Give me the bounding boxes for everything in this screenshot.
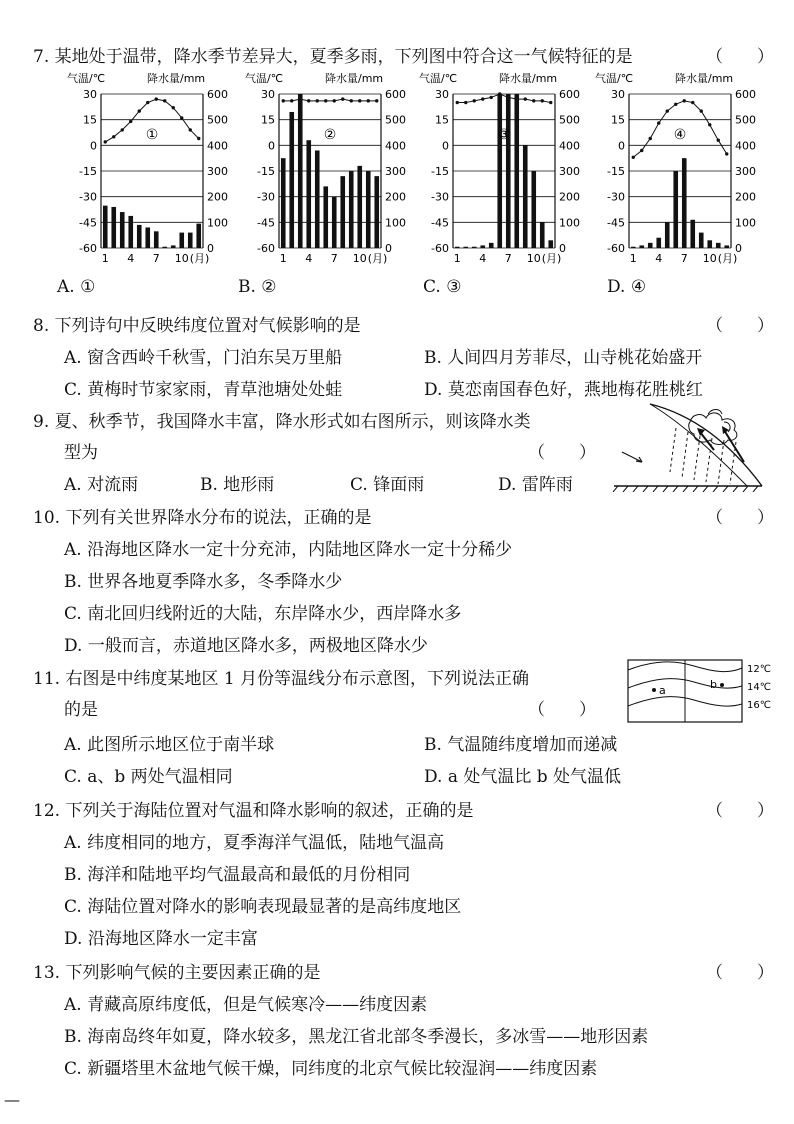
chart-left-tick-label: -15 (431, 165, 449, 178)
chart-temperature-point (640, 149, 643, 152)
q11-option-d[interactable]: D. a 处气温比 b 处气温低 (424, 767, 622, 787)
chart-precip-bar (690, 220, 695, 248)
q11-stem-line2: 的是 (64, 700, 98, 720)
chart-precip-bar (162, 247, 167, 248)
chart-right-tick-label: 200 (385, 190, 406, 204)
chart-precip-bar (540, 222, 545, 248)
chart-month-tick-label: 7 (504, 252, 512, 265)
chart-left-tick-label: 15 (261, 113, 275, 127)
chart-month-tick-label: 1 (101, 252, 109, 265)
chart-precip-bar (665, 222, 670, 248)
q13-option-c[interactable]: C. 新疆塔里木盆地气候干燥，同纬度的北京气候比较湿润——纬度因素 (64, 1059, 598, 1079)
chart-temperature-point (456, 101, 459, 104)
chart-month-tick-label: 10 (702, 252, 717, 265)
chart-left-tick-label: -15 (79, 165, 97, 178)
chart-right-tick-label: 400 (735, 139, 756, 153)
chart-month-tick-label: 4 (479, 252, 487, 265)
chart-precip-bar (648, 243, 653, 248)
chart-temperature-point (649, 137, 652, 140)
q7-answer-paren: （ ） (706, 47, 774, 67)
chart-temperature-point (341, 97, 344, 100)
chart-precip-bar (137, 225, 142, 248)
chart-temperature-point (358, 99, 361, 102)
q9-option-b[interactable]: B. 地形雨 (200, 475, 275, 495)
chart-precip-bar (145, 227, 150, 248)
chart-right-tick-label: 600 (385, 88, 406, 101)
chart-right-tick-label: 600 (207, 88, 228, 101)
chart-month-tick-label: 10 (352, 252, 367, 265)
chart-right-tick-label: 400 (207, 139, 228, 153)
chart-precip-bar (489, 243, 494, 248)
chart-right-tick-label: 500 (207, 113, 228, 127)
chart-left-axis-label: 气温/℃ (595, 72, 634, 85)
chart-left-tick-label: 0 (618, 139, 625, 153)
q11-answer-paren: （ ） (528, 700, 596, 720)
chart-left-axis-label: 气温/℃ (67, 72, 106, 85)
chart-right-tick-label: 400 (385, 139, 406, 153)
chart-right-tick-label: 0 (385, 242, 392, 255)
q11-stem-line1: 11. 右图是中纬度某地区 1 月份等温线分布示意图，下列说法正确 (33, 669, 530, 689)
chart-right-tick-label: 200 (735, 190, 756, 204)
chart-precip-bar (196, 224, 201, 248)
chart-number-label: ② (323, 127, 337, 143)
chart-temperature-point (307, 99, 310, 102)
chart-month-tick-label: 4 (655, 252, 663, 265)
chart-right-tick-label: 300 (385, 165, 406, 178)
chart-temperature-point (464, 101, 467, 104)
chart-precip-bar (724, 245, 729, 248)
chart-right-tick-label: 100 (385, 216, 406, 230)
q10-stem: 10. 下列有关世界降水分布的说法，正确的是 (33, 508, 372, 528)
chart-left-tick-label: 15 (83, 113, 97, 127)
q9-answer-paren: （ ） (528, 443, 596, 463)
chart-right-tick-label: 200 (559, 190, 580, 204)
chart-left-tick-label: -60 (257, 242, 275, 255)
chart-precip-bar (188, 233, 193, 248)
chart-precip-bar (455, 247, 460, 248)
q12-option-c[interactable]: C. 海陆位置对降水的影响表现最显著的是高纬度地区 (64, 897, 462, 917)
chart-temperature-point (146, 101, 149, 104)
chart-right-tick-label: 100 (559, 216, 580, 230)
chart-right-tick-label: 300 (735, 165, 756, 178)
chart-precip-bar (656, 238, 661, 248)
chart-precip-bar (128, 216, 133, 248)
q8-option-a[interactable]: A. 窗含西岭千秋雪，门泊东吴万里船 (64, 348, 343, 368)
chart-temperature-line (457, 94, 551, 103)
chart-temperature-point (129, 120, 132, 123)
chart-month-tick-label: 7 (330, 252, 338, 265)
q7-option-c[interactable]: C. ③ (423, 277, 462, 297)
chart-precip-bar (357, 166, 362, 248)
q8-option-b[interactable]: B. 人间四月芳菲尽，山寺桃花始盛开 (424, 348, 703, 368)
chart-precip-bar (289, 112, 294, 248)
chart-right-tick-label: 0 (735, 242, 742, 255)
chart-left-tick-label: -30 (79, 190, 97, 204)
chart-temperature-point (717, 139, 720, 142)
chart-temperature-point (112, 135, 115, 138)
chart-left-tick-label: -15 (607, 165, 625, 178)
chart-left-tick-label: 30 (435, 88, 449, 101)
chart-temperature-point (541, 99, 544, 102)
chart-precip-bar (298, 94, 303, 248)
q11-isotherm-12: 12℃ (747, 664, 771, 675)
chart-left-tick-label: -45 (79, 216, 97, 230)
chart-month-tick-label: 10 (526, 252, 541, 265)
q10-option-a[interactable]: A. 沿海地区降水一定十分充沛，内陆地区降水一定十分稀少 (64, 540, 513, 560)
q13-option-a[interactable]: A. 青藏高原纬度低，但是气候寒冷——纬度因素 (64, 995, 428, 1015)
chart-left-tick-label: 15 (611, 113, 625, 127)
chart-precip-bar (315, 150, 320, 248)
chart-right-axis-label: 降水量/mm (325, 72, 384, 85)
chart-precip-bar (340, 176, 345, 248)
chart-month-unit-label: (月) (367, 252, 388, 265)
chart-right-axis-label: 降水量/mm (499, 72, 558, 85)
chart-precip-bar (111, 207, 116, 248)
q7-option-b[interactable]: B. ② (238, 277, 277, 297)
chart-temperature-point (515, 97, 518, 100)
chart-left-tick-label: -45 (257, 216, 275, 230)
chart-precip-bar (120, 212, 125, 248)
q13-stem: 13. 下列影响气候的主要因素正确的是 (33, 963, 321, 983)
chart-temperature-point (490, 96, 493, 99)
chart-temperature-point (498, 92, 501, 95)
chart-left-tick-label: -45 (431, 216, 449, 230)
chart-left-tick-label: 30 (83, 88, 97, 101)
q11-point-b-label: b (710, 678, 717, 691)
chart-month-tick-label: 1 (453, 252, 461, 265)
chart-precip-bar (506, 94, 511, 248)
chart-temperature-point (121, 128, 124, 131)
q8-answer-paren: （ ） (706, 316, 774, 336)
chart-number-label: ③ (497, 127, 511, 143)
chart-left-tick-label: -45 (607, 216, 625, 230)
chart-month-tick-label: 7 (680, 252, 688, 265)
chart-precip-bar (548, 240, 553, 248)
chart-right-tick-label: 100 (207, 216, 228, 230)
chart-left-tick-label: 0 (442, 139, 449, 153)
q12-option-b[interactable]: B. 海洋和陆地平均气温最高和最低的月份相同 (64, 865, 411, 885)
chart-temperature-point (473, 99, 476, 102)
chart-temperature-point (691, 101, 694, 104)
q9-orographic-rain-diagram (612, 402, 772, 492)
chart-left-tick-label: -30 (607, 190, 625, 204)
chart-month-tick-label: 1 (279, 252, 287, 265)
chart-left-tick-label: 15 (435, 113, 449, 127)
q7-option-d[interactable]: D. ④ (607, 277, 647, 297)
chart-temperature-point (333, 99, 336, 102)
chart-precip-bar (716, 243, 721, 248)
chart-temperature-point (683, 99, 686, 102)
chart-temperature-point (180, 116, 183, 119)
chart-precip-bar (523, 145, 528, 248)
chart-precip-bar (179, 233, 184, 248)
q12-answer-paren: （ ） (706, 801, 774, 821)
chart-precip-bar (281, 158, 286, 248)
chart-right-tick-label: 200 (207, 190, 228, 204)
chart-precip-bar (103, 206, 108, 248)
chart-precip-bar (323, 186, 328, 248)
q8-stem: 8. 下列诗句中反映纬度位置对气候影响的是 (33, 316, 361, 336)
chart-precip-bar (332, 197, 337, 248)
chart-temperature-point (350, 99, 353, 102)
chart-precip-bar (171, 245, 176, 248)
chart-temperature-point (507, 96, 510, 99)
q11-isotherm-14: 14℃ (747, 682, 771, 693)
chart-precip-bar (374, 176, 379, 248)
chart-left-tick-label: 0 (268, 139, 275, 153)
chart-left-tick-label: 0 (90, 139, 97, 153)
chart-month-unit-label: (月) (541, 252, 562, 265)
q11-option-c[interactable]: C. a、b 两处气温相同 (64, 767, 233, 787)
chart-temperature-point (632, 156, 635, 159)
chart-precip-bar (306, 140, 311, 248)
q7-stem: 7. 某地处于温带，降水季节差异大，夏季多雨，下列图中符合这一气候特征的是 (33, 47, 633, 67)
q11-isotherm-diagram (624, 656, 784, 726)
chart-temperature-point (367, 99, 370, 102)
chart-precip-bar (699, 233, 704, 248)
chart-temperature-point (324, 99, 327, 102)
chart-right-tick-label: 300 (559, 165, 580, 178)
chart-temperature-point (674, 103, 677, 106)
chart-left-tick-label: -60 (79, 242, 97, 255)
q9-stem-line2: 型为 (64, 443, 98, 463)
chart-precip-bar (480, 245, 485, 248)
chart-temperature-point (666, 109, 669, 112)
chart-temperature-line (283, 99, 377, 101)
q12-option-a[interactable]: A. 纬度相同的地方，夏季海洋气温低，陆地气温高 (64, 833, 445, 853)
chart-temperature-point (290, 99, 293, 102)
chart-temperature-point (316, 99, 319, 102)
chart-temperature-point (481, 97, 484, 100)
chart-right-tick-label: 0 (207, 242, 214, 255)
chart-precip-bar (631, 247, 636, 248)
chart-left-tick-label: 30 (611, 88, 625, 101)
chart-right-tick-label: 500 (559, 113, 580, 127)
chart-right-tick-label: 500 (735, 113, 756, 127)
chart-temperature-point (524, 97, 527, 100)
q8-option-c[interactable]: C. 黄梅时节家家雨，青草池塘处处蛙 (64, 380, 343, 400)
chart-temperature-point (197, 137, 200, 140)
chart-right-axis-label: 降水量/mm (675, 72, 734, 85)
chart-precip-bar (463, 247, 468, 248)
chart-precip-bar (349, 171, 354, 248)
chart-temperature-point (299, 97, 302, 100)
chart-temperature-point (532, 99, 535, 102)
chart-precip-bar (154, 231, 159, 248)
chart-month-unit-label: (月) (717, 252, 738, 265)
chart-temperature-point (138, 109, 141, 112)
chart-right-tick-label: 100 (735, 216, 756, 230)
chart-left-tick-label: -30 (431, 190, 449, 204)
chart-temperature-point (725, 152, 728, 155)
chart-month-unit-label: (月) (189, 252, 210, 265)
chart-month-tick-label: 1 (629, 252, 637, 265)
q11-point-a-label: a (659, 684, 666, 697)
chart-month-tick-label: 4 (305, 252, 313, 265)
chart-month-tick-label: 7 (152, 252, 160, 265)
chart-left-axis-label: 气温/℃ (419, 72, 458, 85)
chart-precip-bar (639, 245, 644, 248)
q9-option-c[interactable]: C. 锋面雨 (350, 475, 425, 495)
q11-option-b[interactable]: B. 气温随纬度增加而递减 (424, 735, 618, 755)
chart-temperature-point (282, 99, 285, 102)
q9-option-d[interactable]: D. 雷阵雨 (498, 475, 573, 495)
chart-right-tick-label: 400 (559, 139, 580, 153)
chart-temperature-point (104, 140, 107, 143)
chart-right-tick-label: 600 (735, 88, 756, 101)
chart-temperature-point (657, 121, 660, 124)
q12-stem: 12. 下列关于海陆位置对气温和降水影响的叙述，正确的是 (33, 801, 474, 821)
q11-isotherm-16: 16℃ (747, 700, 771, 711)
chart-precip-bar (682, 158, 687, 248)
chart-right-tick-label: 500 (385, 113, 406, 127)
chart-temperature-point (155, 97, 158, 100)
chart-precip-bar (531, 171, 536, 248)
chart-right-axis-label: 降水量/mm (147, 72, 206, 85)
chart-precip-bar (514, 94, 519, 248)
chart-number-label: ① (145, 127, 159, 143)
chart-precip-bar (673, 171, 678, 248)
chart-right-tick-label: 0 (559, 242, 566, 255)
q7-option-a[interactable]: A. ① (57, 277, 96, 297)
chart-left-tick-label: 30 (261, 88, 275, 101)
chart-temperature-point (708, 123, 711, 126)
q13-option-b[interactable]: B. 海南岛终年如夏，降水较多，黑龙江省北部冬季漫长，多冰雪——地形因素 (64, 1027, 649, 1047)
q10-option-c[interactable]: C. 南北回归线附近的大陆，东岸降水少，西岸降水多 (64, 604, 462, 624)
chart-precip-bar (497, 94, 502, 248)
chart-left-tick-label: -30 (257, 190, 275, 204)
chart-month-tick-label: 4 (127, 252, 135, 265)
q7-climate-charts (0, 68, 794, 268)
chart-left-tick-label: -60 (431, 242, 449, 255)
chart-left-tick-label: -60 (607, 242, 625, 255)
chart-right-tick-label: 300 (207, 165, 228, 178)
chart-temperature-point (549, 101, 552, 104)
chart-left-axis-label: 气温/℃ (245, 72, 284, 85)
chart-month-tick-label: 10 (174, 252, 189, 265)
chart-precip-bar (472, 247, 477, 248)
q9-option-a[interactable]: A. 对流雨 (64, 475, 139, 495)
chart-left-tick-label: -15 (257, 165, 275, 178)
chart-right-tick-label: 600 (559, 88, 580, 101)
q8-option-d[interactable]: D. 莫恋南国春色好，燕地梅花胜桃红 (424, 380, 703, 400)
page-footer-mark: — (4, 1090, 20, 1109)
q9-stem-line1: 9. 夏、秋季节，我国降水丰富，降水形式如右图所示，则该降水类 (33, 412, 531, 432)
chart-temperature-point (375, 99, 378, 102)
chart-precip-bar (707, 240, 712, 248)
chart-temperature-point (189, 128, 192, 131)
chart-temperature-point (700, 109, 703, 112)
chart-temperature-point (172, 106, 175, 109)
q10-option-b[interactable]: B. 世界各地夏季降水多，冬季降水少 (64, 572, 343, 592)
chart-precip-bar (366, 171, 371, 248)
q10-option-d[interactable]: D. 一般而言，赤道地区降水多，两极地区降水少 (64, 636, 428, 656)
chart-temperature-point (163, 99, 166, 102)
q10-answer-paren: （ ） (706, 508, 774, 528)
q11-option-a[interactable]: A. 此图所示地区位于南半球 (64, 735, 275, 755)
q12-option-d[interactable]: D. 沿海地区降水一定丰富 (64, 929, 258, 949)
q13-answer-paren: （ ） (706, 963, 774, 983)
chart-number-label: ④ (673, 127, 687, 143)
